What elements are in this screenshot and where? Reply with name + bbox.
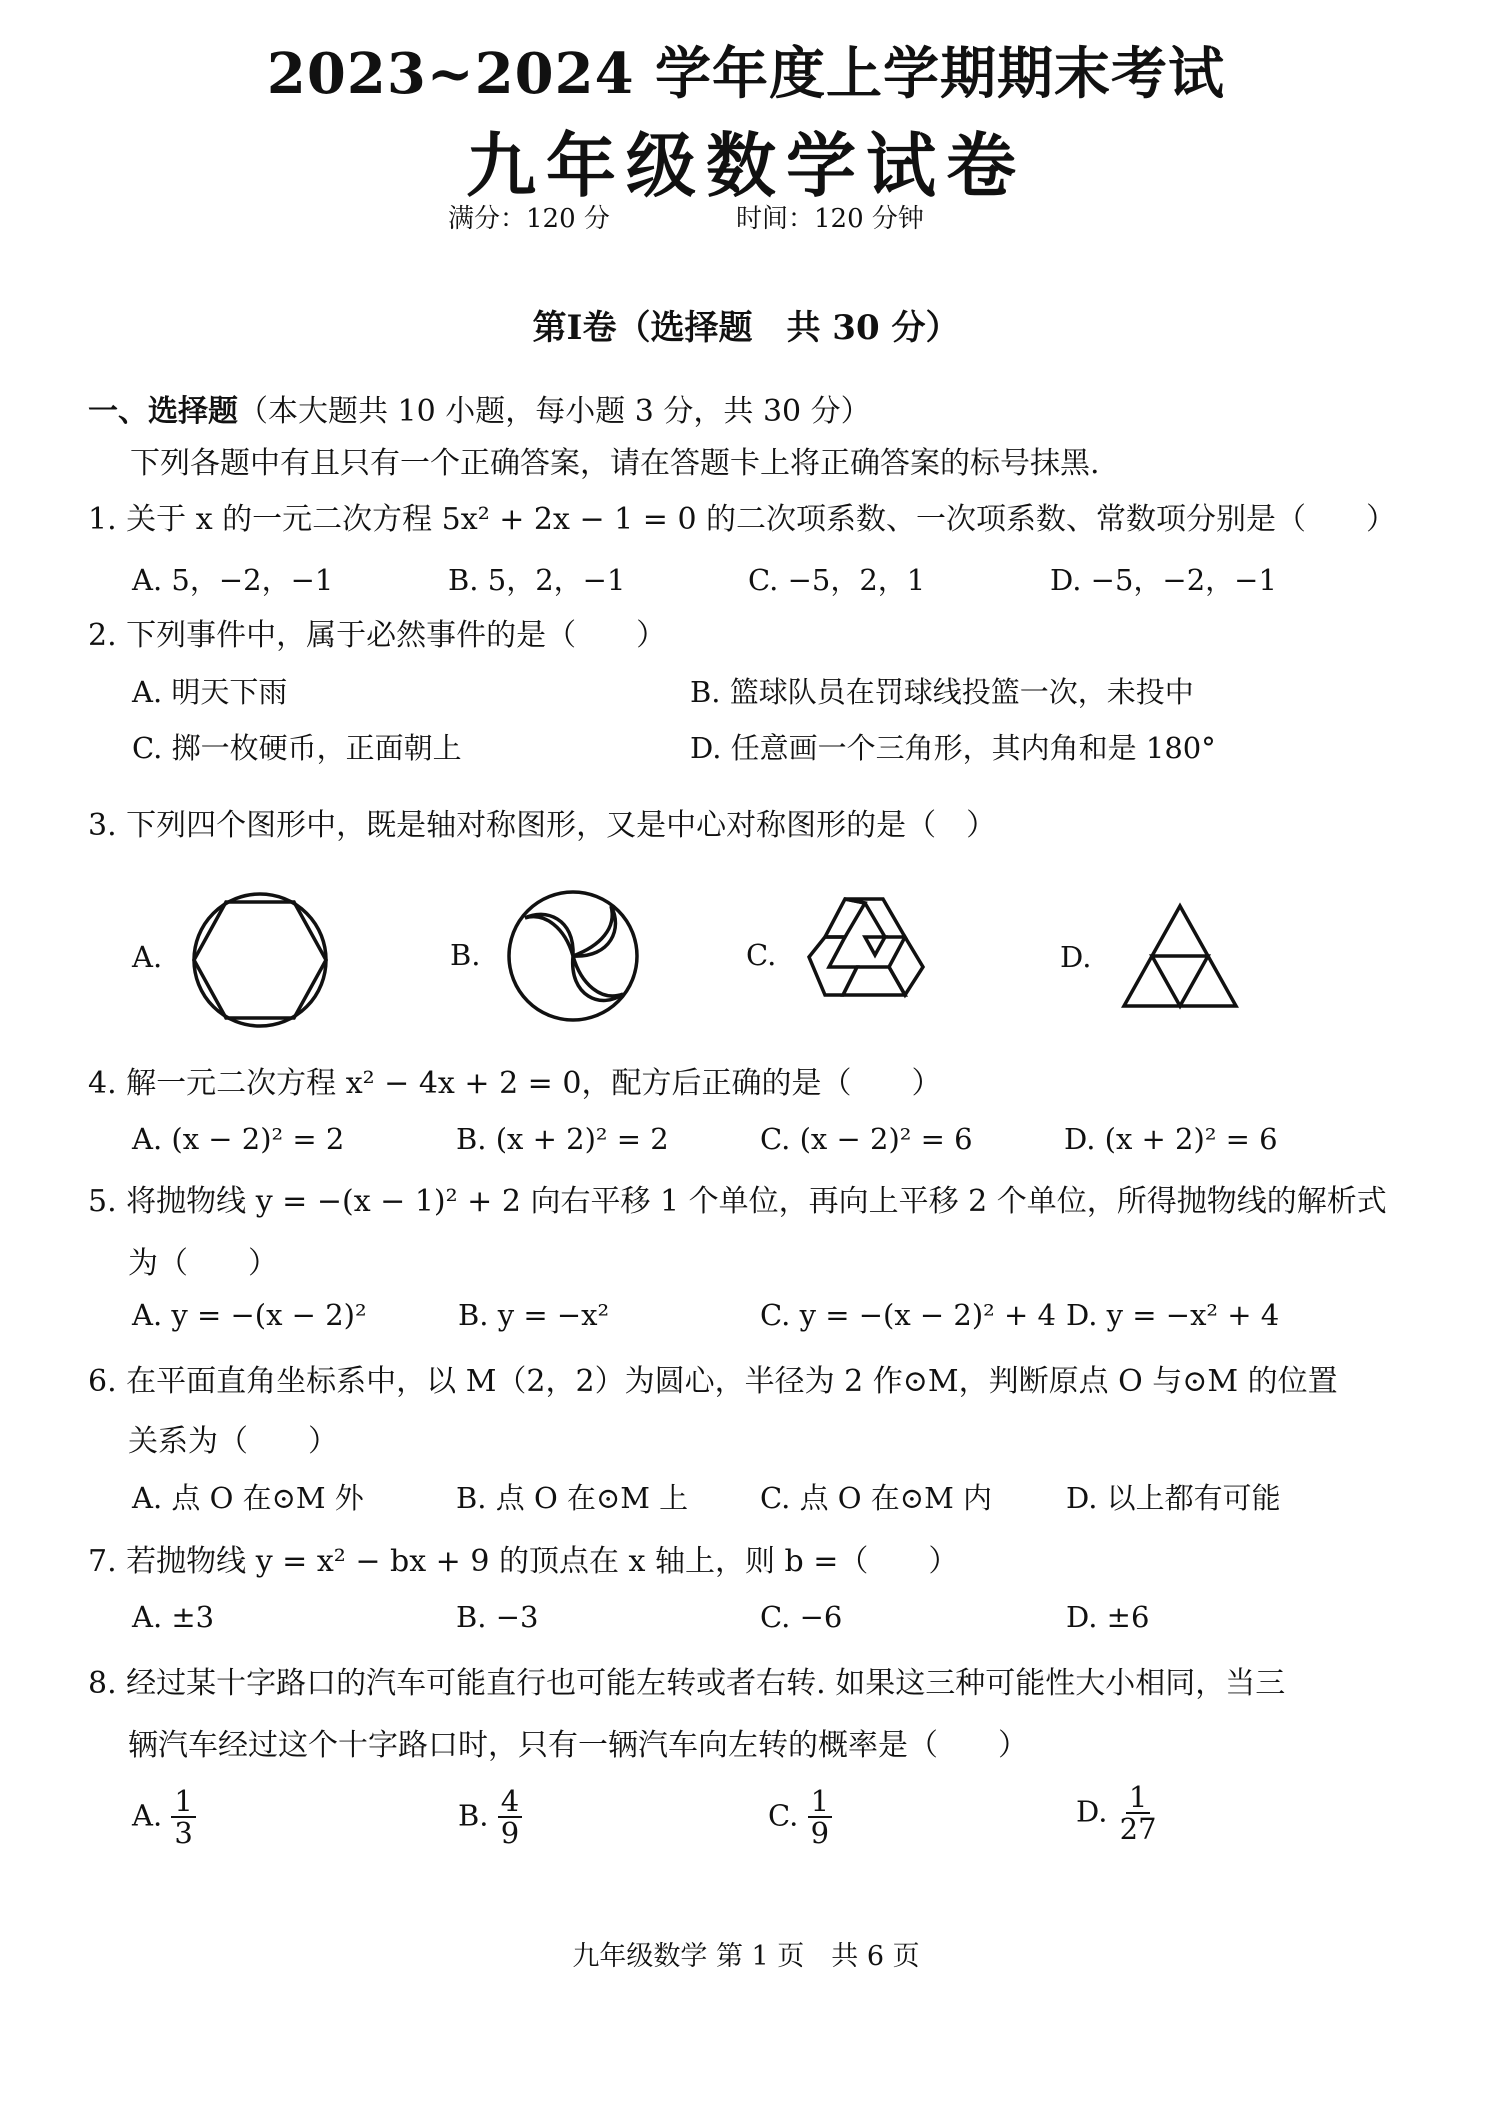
question-3: 3. 下列四个图形中，既是轴对称图形，又是中心对称图形的是（ ） [88, 808, 997, 843]
q2-option-a: A. 明天下雨 [132, 675, 288, 709]
q8-option-d-denominator: 27 [1119, 1812, 1157, 1847]
question-5: 5. 将抛物线 y = −(x − 1)² + 2 向右平移 1 个单位，再向上平移 2 个单位，所得抛物线的解析式 [88, 1184, 1387, 1219]
q8-option-d [1076, 1782, 1160, 1845]
q8-option-a [132, 1786, 196, 1849]
q8-option-b [458, 1786, 522, 1849]
q4-option-b: B. (x + 2)² = 2 [456, 1122, 669, 1156]
q6-option-b: B. 点 O 在⊙M 上 [456, 1481, 689, 1515]
q3-option-a: A. [132, 940, 163, 974]
question-8-cont: 辆汽车经过这个十字路口时，只有一辆汽车向左转的概率是（ ） [128, 1728, 1028, 1763]
q8-option-c-fraction [808, 1786, 832, 1849]
question-6-cont: 关系为（ ） [128, 1424, 338, 1459]
q5-option-c: C. y = −(x − 2)² + 4 [760, 1298, 1056, 1332]
q8-option-a-denominator: 3 [174, 1816, 193, 1851]
q1-option-b: B. 5，2，−1 [448, 563, 626, 597]
figure-c-triangle-bands [805, 895, 927, 1015]
q1-option-c: C. −5，2，1 [748, 563, 926, 597]
q8-option-a-numerator: 1 [171, 1786, 195, 1818]
part-label: 一、选择题 [88, 394, 238, 429]
question-4: 4. 解一元二次方程 x² − 4x + 2 = 0，配方后正确的是（ ） [88, 1066, 942, 1101]
figure-a-circle-hexagon [190, 890, 330, 1030]
figure-b-triskele [505, 888, 641, 1024]
q8-option-b-label: B. [458, 1798, 489, 1833]
q7-option-a: A. ±3 [132, 1600, 215, 1634]
part-heading [88, 386, 871, 430]
question-2: 2. 下列事件中，属于必然事件的是（ ） [88, 618, 667, 653]
q8-option-c [768, 1786, 832, 1849]
q8-option-c-numerator: 1 [808, 1786, 832, 1818]
q7-option-c: C. −6 [760, 1600, 843, 1634]
q8-option-b-numerator: 4 [498, 1786, 522, 1818]
q3-option-b: B. [450, 938, 481, 972]
exam-title: 2023~2024 学年度上学期期末考试 [266, 41, 1226, 107]
question-7: 7. 若抛物线 y = x² − bx + 9 的顶点在 x 轴上，则 b =（ ） [88, 1544, 959, 1579]
question-8: 8. 经过某十字路口的汽车可能直行也可能左转或者右转. 如果这三种可能性大小相同，当三 [88, 1666, 1286, 1701]
q8-option-a-fraction [171, 1786, 195, 1849]
section-title: 第Ⅰ卷（选择题 共 30 分） [532, 308, 960, 348]
q5-option-a: A. y = −(x − 2)² [132, 1298, 367, 1332]
figure-d-subdivided-triangle [1120, 902, 1240, 1010]
instruction: 下列各题中有且只有一个正确答案，请在答题卡上将正确答案的标号抹黑. [130, 446, 1100, 481]
q8-option-d-numerator: 1 [1126, 1782, 1150, 1814]
q2-option-c: C. 掷一枚硬币，正面朝上 [132, 731, 462, 765]
q7-option-d: D. ±6 [1066, 1600, 1150, 1634]
q5-option-d: D. y = −x² + 4 [1066, 1298, 1280, 1332]
q8-option-c-denominator: 9 [810, 1816, 830, 1851]
q8-option-d-fraction [1117, 1782, 1160, 1845]
q6-option-a: A. 点 O 在⊙M 外 [132, 1481, 364, 1515]
exam-time: 时间：120 分钟 [736, 204, 924, 234]
full-score: 满分：120 分 [448, 204, 610, 234]
q3-option-c: C. [746, 938, 777, 972]
question-1: 1. 关于 x 的一元二次方程 5x² + 2x − 1 = 0 的二次项系数、一次项系数、常数项分别是（ ） [88, 502, 1397, 537]
q4-option-c: C. (x − 2)² = 6 [760, 1122, 973, 1156]
exam-subtitle: 九年级数学试卷 [466, 124, 1026, 207]
q6-option-d: D. 以上都有可能 [1066, 1481, 1281, 1515]
q6-option-c: C. 点 O 在⊙M 内 [760, 1481, 993, 1515]
q7-option-b: B. −3 [456, 1600, 539, 1634]
q5-option-b: B. y = −x² [458, 1298, 610, 1332]
q8-option-d-label: D. [1076, 1794, 1108, 1829]
q8-option-a-label: A. [132, 1798, 163, 1833]
part-note: （本大题共 10 小题，每小题 3 分，共 30 分） [238, 394, 871, 429]
q1-option-a: A. 5，−2，−1 [132, 563, 334, 597]
q4-option-d: D. (x + 2)² = 6 [1064, 1122, 1278, 1156]
q8-option-b-fraction [498, 1786, 522, 1849]
question-5-cont: 为（ ） [128, 1246, 278, 1281]
q4-option-a: A. (x − 2)² = 2 [132, 1122, 345, 1156]
q2-option-b: B. 篮球队员在罚球线投篮一次，未投中 [690, 675, 1194, 709]
q1-option-d: D. −5，−2，−1 [1050, 563, 1277, 597]
question-6: 6. 在平面直角坐标系中，以 M（2，2）为圆心，半径为 2 作⊙M，判断原点 O 与⊙M 的位置 [88, 1364, 1338, 1399]
q2-option-d: D. 任意画一个三角形，其内角和是 180° [690, 731, 1216, 765]
q8-option-c-label: C. [768, 1798, 799, 1833]
page-footer: 九年级数学 第 1 页 共 6 页 [572, 1941, 920, 1972]
q8-option-b-denominator: 9 [500, 1816, 520, 1851]
q3-option-d: D. [1060, 940, 1092, 974]
